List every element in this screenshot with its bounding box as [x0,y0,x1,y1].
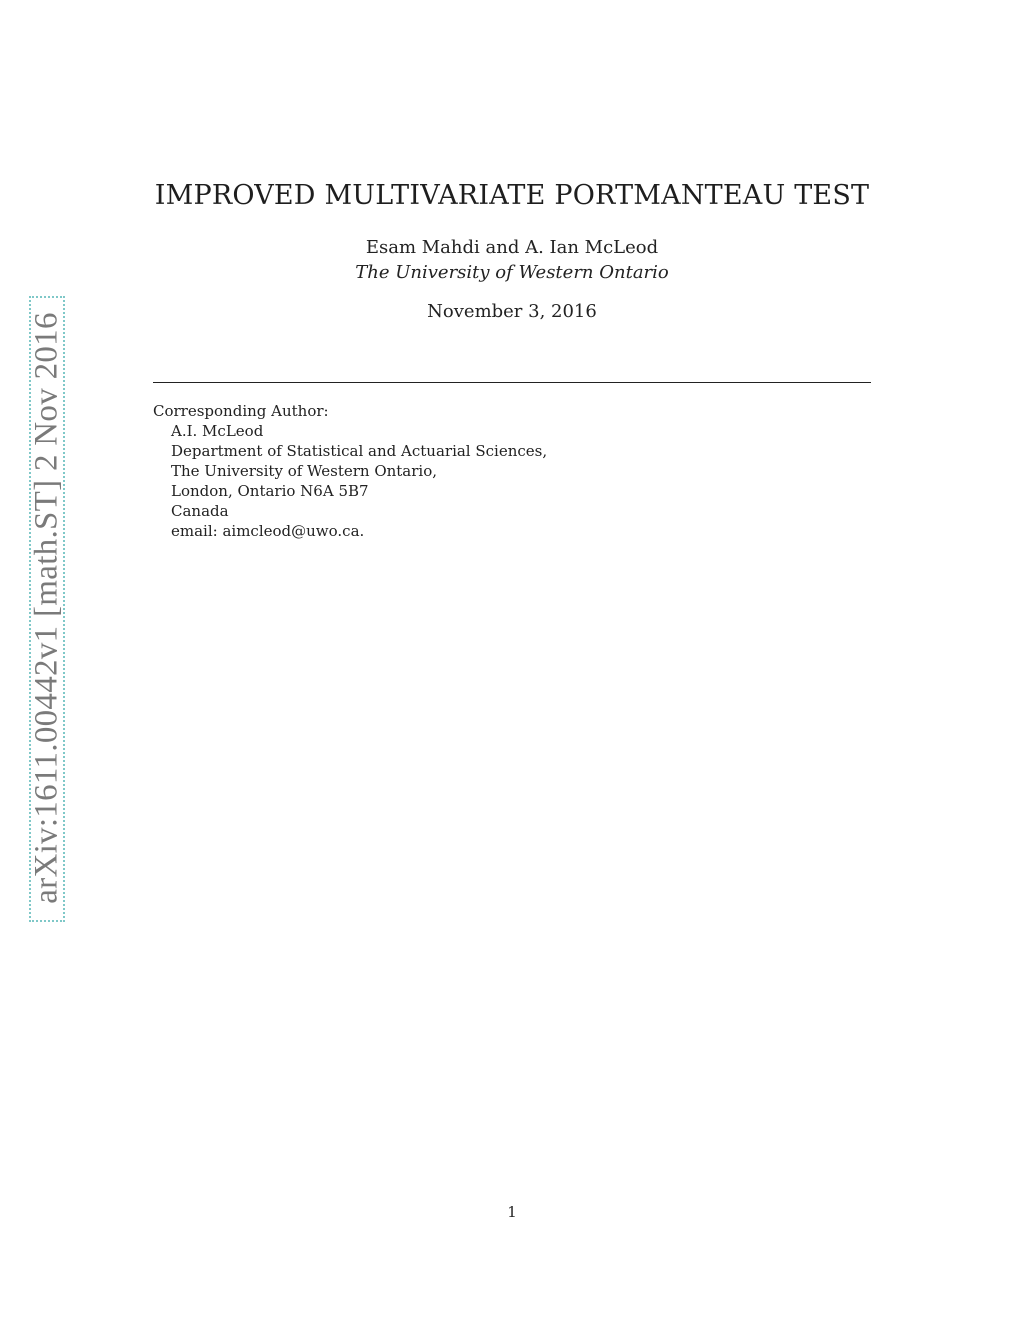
university-line: The University of Western Ontario, [171,462,438,480]
paper-affiliation: The University of Western Ontario [355,262,669,283]
country-line: Canada [171,502,229,520]
paper-title: IMPROVED MULTIVARIATE PORTMANTEAU TEST [154,180,870,211]
paper-date: November 3, 2016 [427,301,597,322]
corresponding-author-address [153,421,547,541]
horizontal-rule [153,382,871,383]
paper-authors: Esam Mahdi and A. Ian McLeod [365,237,659,258]
arxiv-stamp-text: arXiv:1611.00442v1 [math.ST] 2 Nov 2016 [28,312,65,904]
author-name-line: A.I. McLeod [171,422,264,440]
corresponding-author-heading: Corresponding Author: [153,402,329,420]
city-line: London, Ontario N6A 5B7 [171,482,369,500]
email-line: email: aimcleod@uwo.ca. [171,522,365,540]
department-line: Department of Statistical and Actuarial Sciences, [171,442,548,460]
corresponding-author-block [153,401,547,541]
page-number: 1 [507,1203,517,1221]
